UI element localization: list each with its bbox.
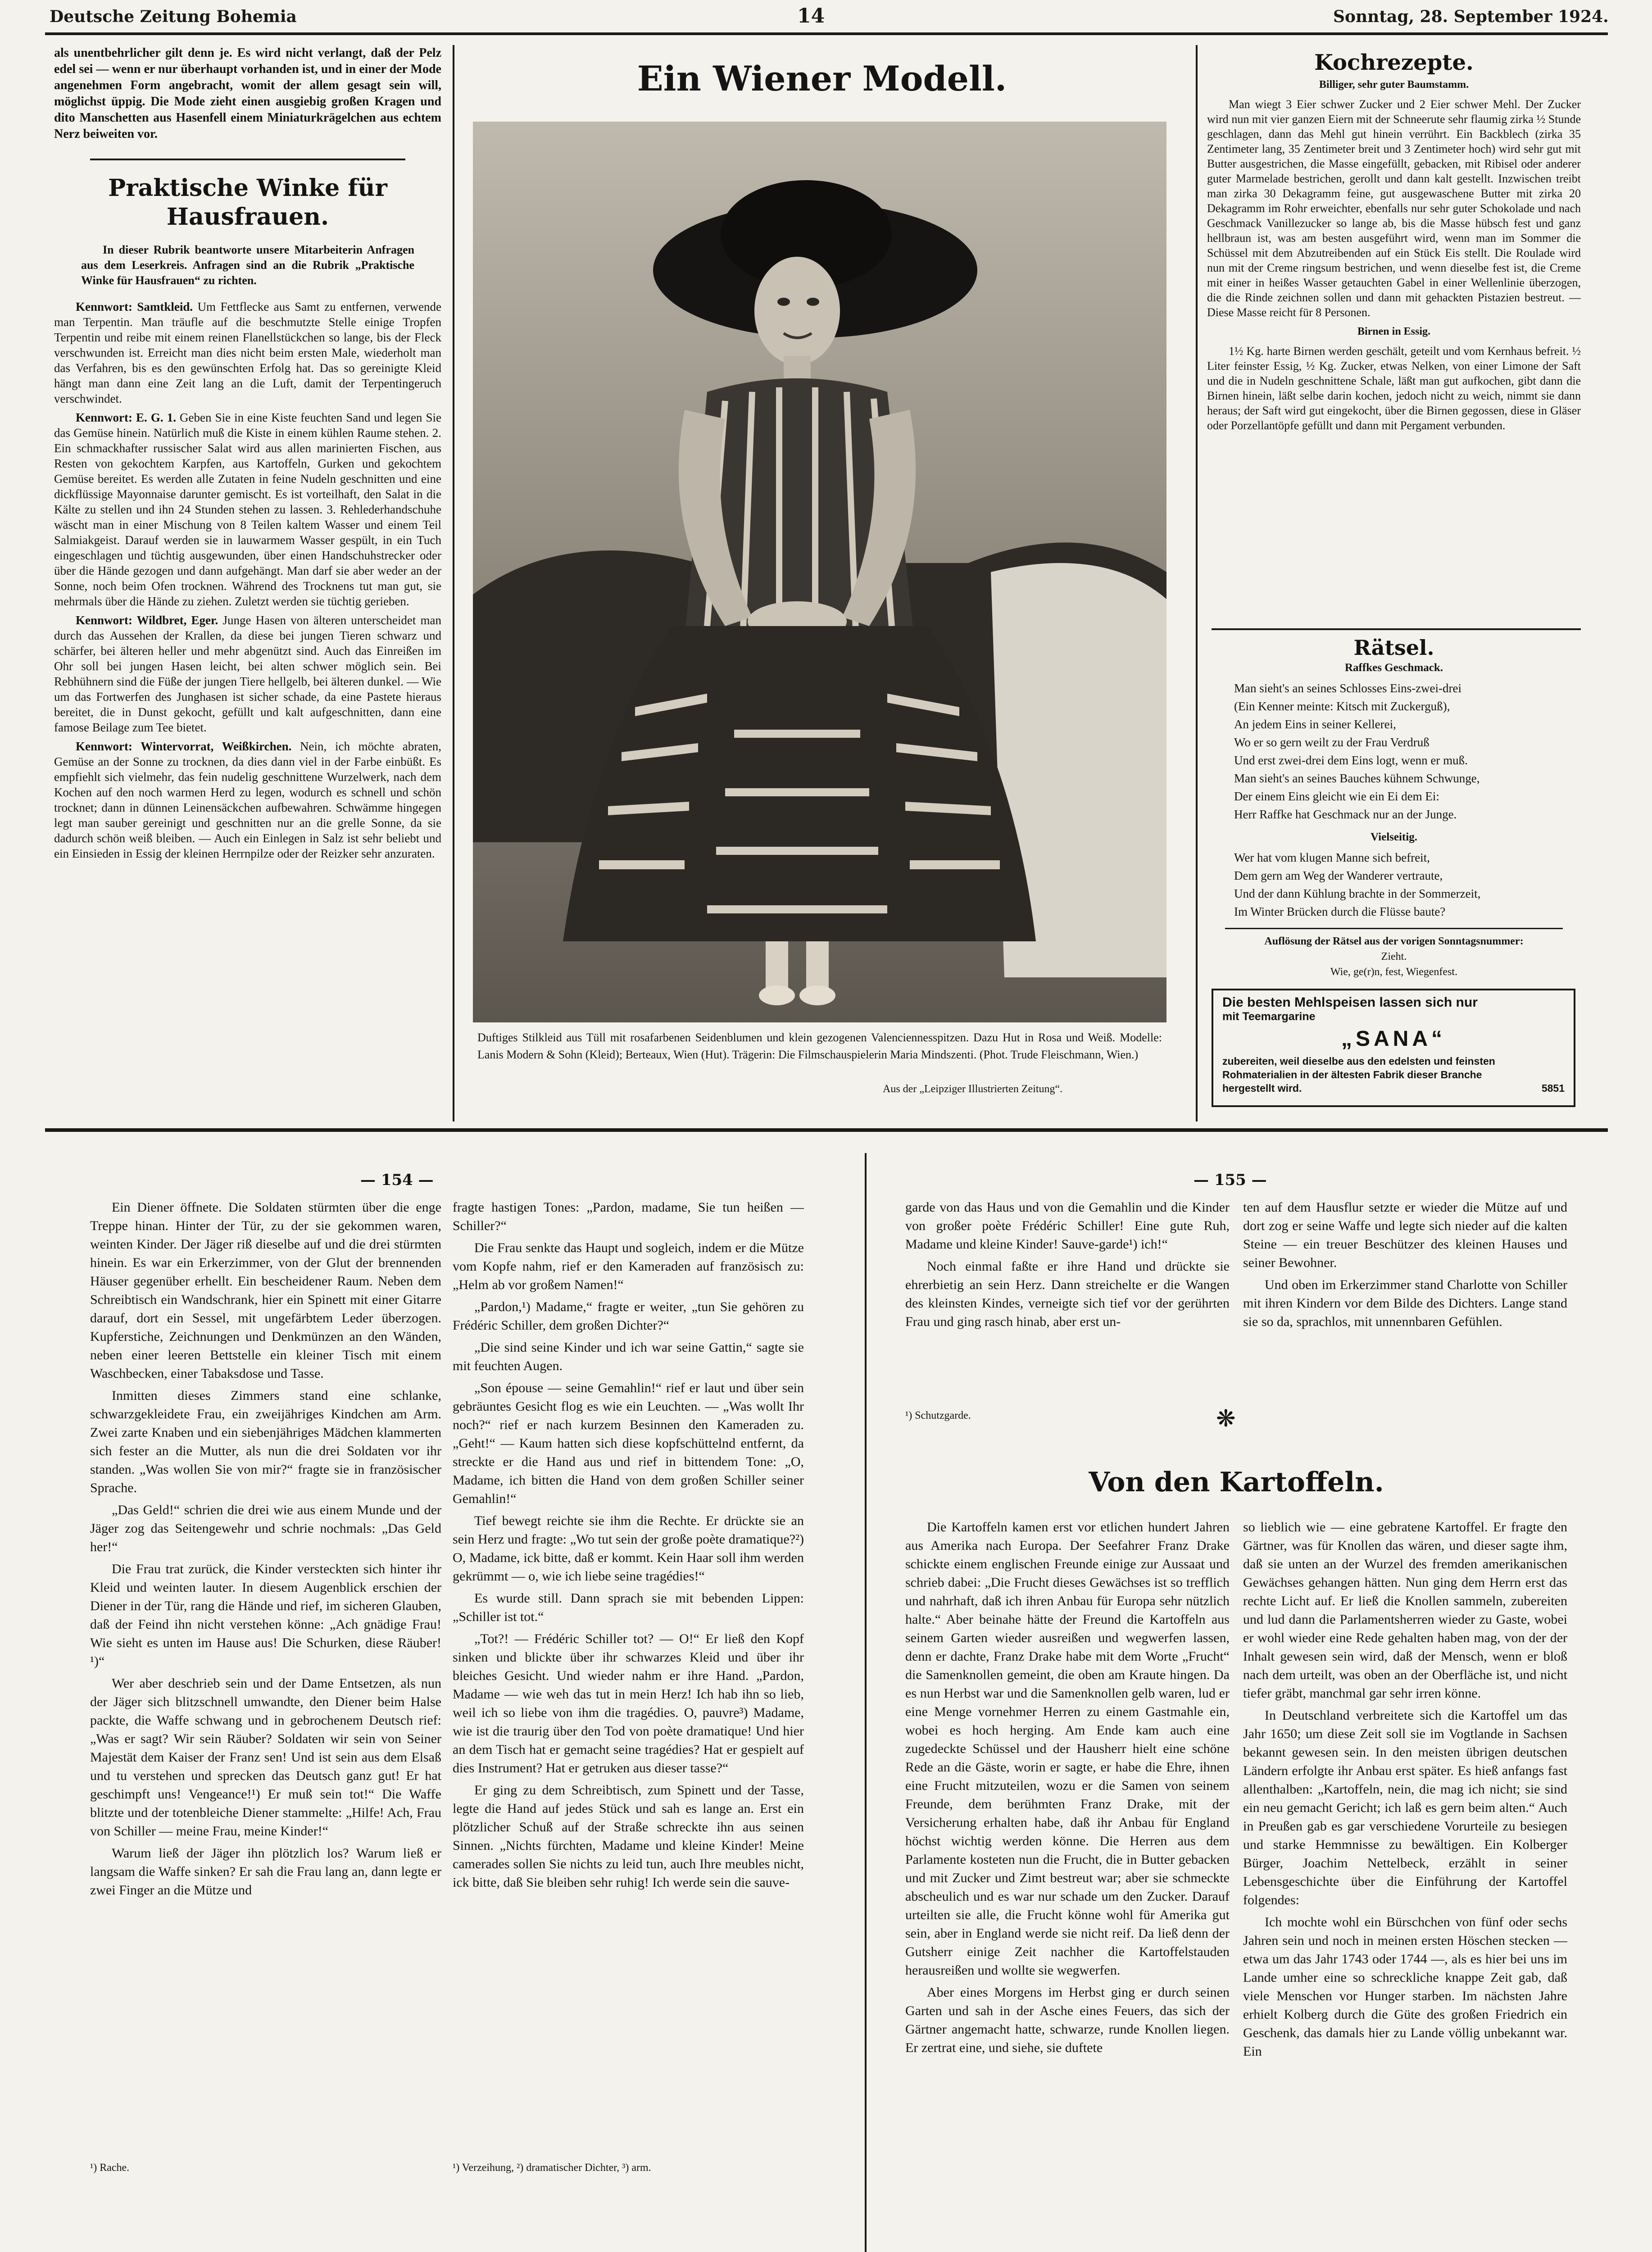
serial-2-p2: Die Frau senkte das Haupt und sogleich, indem er die Mütze vom Kopfe nahm, rief er den Kameraden auf französisch zu: „Helm ab vor großem Namen!“ [453,1240,804,1292]
solution-title: Auflösung der Rätsel aus der vorigen Sonntagsnummer: [1264,935,1524,947]
fashion-photo-illustration [473,122,1166,1022]
kartoffeln-1-p1: Die Kartoffeln kamen erst vor etlichen hundert Jahren aus Amerika nach Europa. Der Seefahrer Franz Drake schickte einem englischen Freunde einige zur Aussaat und schrieb dabei: „Die Frucht dieses Gewächses ist so trefflich und nahrhaft, daß ich ihren Anbau für Europa sehr nützlich halte.“ Aber beinahe hätte der Freund die Kartoffeln aus seinem Garten wieder ausreißen und wegwerfen lassen, denn er dachte, Franz Drake habe mit dem Worte „Frucht“ die Samenknollen gemeint, die oben am Kraute hingen. Da es nun Herbst war und die Samenknollen gelb waren, lud er eine Menge vornehmer Herren zu einem Gastmahle ein, wobei es hoch herging. Am Ende kam auch eine zugedeckte Schüssel und der Hausherr hielt eine schöne Rede an die Gäste, worin er sagte, er habe die Ehre, ihnen eine Frucht mitzuteilen, wozu er die Samen von seinem Freunde, dem berühmten Franz Drake, mit der Versicherung erhalten habe, daß ihr Anbau für England höchst wichtig werden könne. Die Herren aus dem Parlamente kosteten nun die Frucht, die in Butter gebacken und mit Zucker und Zimt bestreut war; aber sie schmeckte abscheulich und es war nur schade um den Zucker. Darauf urteilten sie alle, die Frucht könne wohl für Amerika gut sein, aber in England werde sie nicht reif. Da ließ denn der Gutsherr einige Zeit nachher die Kartoffelstauden herausreißen und wollte sie wegwerfen. [905,1520,1230,1978]
feature-title: Ein Wiener Modell. [637,59,1007,99]
answer-2-text: Geben Sie in eine Kiste feuchten Sand und legen Sie das Gemüse hinein. Natürlich muß die Kiste in einem kühlen Raume stehen. 2. Ein schmackhafter russischer Salat wird aus allen marinierten Fischen, aus Resten von gekochtem Karpfen, aus Kartoffeln, Gurken und gekochtem Gemüse bereitet. Es werden alle Zutaten in feine Nudeln geschnitten und eine dickflüssige Mayonnaise darunter gemischt. Es ist vorteilhaft, den Salat in die Kälte zu stellen und ihn 24 Stunden stehen zu lassen. 3. Rehlederhandschuhe wäscht man in einer Mischung von 8 Teilen kaltem Wasser und einem Teil Salmiakgeist. Darauf werden sie in lauwarmem Wasser gespült, in ein Tuch eingeschlagen und tüchtig ausgewunden, über einen Handschuhstrecker oder über die Hände gezogen und dann aufgehängt. Man darf sie aber weder an der Sonne, noch beim Ofen trocknen. Während des Trocknens tut man gut, sie mehrmals über die Hände zu ziehen. Zuletzt werden sie tüchtig gerieben. [54,411,441,608]
serial-3-p2: Noch einmal faßte er ihre Hand und drückte sie ehrerbietig an sein Herz. Dann streichelte er die Wangen des kleinsten Kindes, verneigte sich tief vor der gerührten Frau und ging rasch hinab, aber erst un- [905,1259,1230,1329]
asterisk-separator: ❋ [1216,1405,1236,1432]
serial-3-footnote: ¹) Schutzgarde. [905,1410,971,1421]
serial-2-p3: „Pardon,¹) Madame,“ fragte er weiter, „tun Sie gehören zu Frédéric Schiller, dem großen Dichter?“ [453,1299,804,1333]
serial-1-p1: Ein Diener öffnete. Die Soldaten stürmten über die enge Treppe hinan. Hinter der Tür, zu der sie gekommen waren, weinten Kinder. Der Jäger riß dieselbe auf und die drei stürmten hinein. Es war ein Erkerzimmer, von der Glut der brennenden Häuser gegenüber erhellt. Ein bescheidener Raum. Neben dem Schreibtisch ein Wandschrank, hier ein Spinett mit einer Gitarre darauf, dort ein Sessel, mit ungefärbtem Leder überzogen. Kupferstiche, Zeichnungen und Denkmünzen an den Wänden, neben einer leeren Bettstelle ein kleiner Tisch mit einem Waschbecken, einer Tabaksdose und Tasse. [90,1200,441,1381]
page-separator [45,1128,1608,1132]
serial-4-p1: ten auf dem Hausflur setzte er wieder die Mütze auf und dort zog er seine Waffe und legte sich nieder auf die kalten Steine — ein treuer Beschützer des kleinen Hauses und seiner Bewohner. [1243,1200,1567,1270]
kartoffeln-2-p1: so lieblich wie — eine gebratene Kartoffel. Er fragte den Gärtner, was für Knollen das wären, und dieser sagte ihm, daß sie unten an der Wurzel des fremden amerikanischen Gewächses gehangen hätten. Nun ging dem Herrn erst das rechte Licht auf. Er ließ die Knollen sammeln, zubereiten und lud dann die Parlamentsherren wieder zu Gaste, wobei er wohl wieder eine Rede gehalten haben mag, von der der Inhalt gewesen sein wird, daß der Mensch, wenn er bloß nach dem urteilt, was oben an der Oberfläche ist, und nicht tiefer gräbt, manchmal gar sehr irren könne. [1243,1520,1567,1701]
poem-line: Man sieht's an seines Schlosses Eins-zwei-drei [1234,681,1462,695]
serial-page-right: — 155 — [1194,1171,1267,1189]
serial-1-p4: Die Frau trat zurück, die Kinder versteckten sich hinter ihr Kleid und weinten lauter. In diesem Augenblick erschien der Diener in der Tür, rang die Hände und rief, im sicheren Glauben, daß der Feind ihn nicht verstehen könne: „Ach gnädige Frau! Wie sieht es unten im Hause aus! Die Schurken, diese Räuber!¹)“ [90,1562,441,1669]
answer-2-label: Kennwort: E. G. 1. [76,411,176,424]
serial-2-p7: Es wurde still. Dann sprach sie mit bebenden Lippen: „Schiller ist tot.“ [453,1591,804,1624]
recipes-title: Kochrezepte. [1314,50,1474,75]
sana-advertisement [1212,989,1575,1107]
masthead-rule [45,32,1608,35]
serial-1-p5: Wer aber deschrieb sein und der Dame Entsetzen, als nun der Jäger sich blitzschnell umwandte, den Diener beim Halse packte, die Waffe schwang und in gebrochenem Deutsch rief: „Was er sagt? Wir sein Räuber? Soldaten wir sein von Seiner Majestät dem Kaiser der Franz sen! Und ist sein aus dem Elsaß und tu verstehen und sprecken das Deutsch ganz gut! Er hat geschimpft uns! Vengeance!¹) Er muß sein tot!“ Die Waffe blitzte und der totenbleiche Diener stammelte: „Hilfe! Ach, Frau von Schiller — meine Frau, meine Kinder!“ [90,1676,441,1839]
serial-4-p2: Und oben im Erkerzimmer stand Charlotte von Schiller mit ihren Kindern vor dem Bilde des Dichters. Lange stand sie so da, sprachlos, mit unnennbaren Gefühlen. [1243,1277,1567,1329]
solution-line-2: Wie, ge(r)n, fest, Wiegenfest. [1330,966,1458,978]
kartoffeln-2-p2: In Deutschland verbreitete sich die Kartoffel um das Jahr 1650; um diese Zeit soll sie im Vogtlande in Sachsen bekannt gewesen sein. In den meisten übrigen deutschen Ländern erfolgte ihr Anbau erst später. Es hieß anfangs fast allenthalben: „Kartoffeln, nein, die mag ich nicht; sie sind ein neu gemacht Gericht; ich laß es gern beim alten.“ Auch in Preußen gab es gar verschiedene Vorurteile zu besiegen und starke Hemmnisse zu bewältigen. Ein Kolberger Bürger, Joachim Nettelbeck, erzählt in seiner Lebensgeschichte über die Einführung der Kartoffel folgendes: [1243,1708,1567,1907]
serial-column-1 [90,1198,441,2153]
feature-credit: Aus der „Leipziger Illustrierten Zeitung“. [883,1083,1063,1095]
hausfrauen-column [54,45,441,1121]
poem-line: (Ein Kenner meinte: Kitsch mit Zuckerguß), [1234,699,1450,713]
serial-1-p2: Inmitten dieses Zimmers stand eine schlanke, schwarzgekleidete Frau, ein zweijähriges Kindchen am Arm. Zwei zarte Knaben und ein siebenjähriges Mädchen klammerten sich fester an die Mutter, als nun die drei Soldaten vor ihr standen. „Was wollen Sie von mir?“ fragte sie in französischer Sprache. [90,1388,441,1495]
serial-2-footnote: ¹) Verzeihung, ²) dramatischer Dichter, ³) arm. [453,2162,651,2174]
kartoffeln-2-p3: Ich mochte wohl ein Bürschchen von fünf oder sechs Jahren sein und noch in meinen ersten Höschen stecken — etwa um das Jahr 1743 oder 1744 —, als es hier bei uns im Lande umher eine so schreckliche knappe Zeit gab, daß viele Menschen vor Hunger starben. Im nächsten Jahre erhielt Kolberg durch die Güte des großen Friedrich ein Geschenk, das damals hier zu Lande völlig unbekannt war. Ein [1243,1915,1567,2059]
solution-line-1: Zieht. [1381,951,1407,963]
puzzle-title: Rätsel. [1353,636,1434,660]
recipe-1-text: Man wiegt 3 Eier schwer Zucker und 2 Eier schwer Mehl. Der Zucker wird nun mit vier ganzen Eiern mit der Schneerute sehr flaumig zirka ½ Stunde geschlagen, dann das Mehl gut hinein verrührt. Ein Backblech (zirka 35 Zentimeter lang, 35 Zentimeter breit und 3 Zentimeter hoch) wird sehr gut mit Butter ausgestrichen, die Masse eingefüllt, gebacken, mit Ribisel oder anderer guter Marmelade bestrichen, gerollt und dann kalt gestellt. Inzwischen treibt man zirka 30 Dekagramm feine, gut ausgewaschene Butter mit zirka 20 Dekagramm im Rohr erweichter, ebenfalls nur sehr guter Schokolade und nach Geschmack Vanillezucker so lange ab, bis die Masse hübsch fest und ganz hellbraun ist, was am besten ausgeführt wird, wenn man im Sommer die Schüssel mit dem Abzutreibenden auf ein Stück Eis stellt. Die Roulade wird nun mit der Creme ringsum bestrichen, und wenn dieselbe fest ist, die Creme mit einer in heißes Wasser getauchten Gabel in einer Wellenlinie überzogen, die die Rinde zeichnen sollen und dann mit gehackten Pistazien bestreut. — Diese Masse reicht für 8 Personen. [1207,98,1581,319]
poem-line: Wo er so gern weilt zu der Frau Verdruß [1234,736,1430,749]
masthead-page-number: 14 [797,5,825,27]
fashion-photo [473,122,1166,1022]
puzzle-2-poem [1234,849,1581,921]
serial-2-p6: Tief bewegt reichte sie ihm die Rechte. Er drückte sie an sein Herz und fragte: „Wo tut sein der große poète dramatique?²) O, Madame, ick bitte, daß er kommt. Kein Haar soll ihm werden gekrümmt — o, wie ich liebe seine tragédies!“ [453,1513,804,1584]
serial-1-footnote: ¹) Rache. [90,2162,130,2174]
poem-line: Und erst zwei-drei dem Eins logt, wenn er muß. [1234,754,1468,767]
serial-3-p1: garde von das Haus und von die Gemahlin und die Kinder von großer poète Frédéric Schiller! Eine gute Ruh, Madame und kleine Kinder! Sauve-garde¹) ich!“ [905,1200,1230,1252]
recipes-divider [1212,628,1581,630]
answer-4-text: Nein, ich möchte abraten, Gemüse an der Sonne zu trocknen, da dies dann viel in der Farbe einbüßt. Es empfiehlt sich vielmehr, das fein nudelig geschnittene Wurzelwerk, nach dem Kochen auf den noch warmen Herd zu legen, wodurch es schnell und schön trocknet; dann in dünnen Leinensäckchen aufbewahren. Schwämme hingegen legt man sauber gereinigt und geschnitten nur an die grelle Sonne, da sie dadurch schön weiß bleiben. — Auch ein Einlegen in Salz ist sehr beliebt und ein Einsieden in Essig der kleinen Herrnpilze oder der Reizker sehr anzuraten. [54,740,441,860]
kartoffeln-column-1 [905,1518,1230,2247]
puzzle-2-title: Vielseitig. [1371,831,1417,843]
recipe-1-title: Billiger, sehr guter Baumstamm. [1319,79,1469,91]
serial-2-p4: „Die sind seine Kinder und ich war seine Gattin,“ sagte sie mit feuchten Augen. [453,1340,804,1373]
puzzle-column [1207,635,1581,991]
section-divider [90,146,405,160]
answer-1-label: Kennwort: Samtkleid. [76,300,193,313]
poem-line: Im Winter Brücken durch die Flüsse baute? [1234,905,1446,918]
serial-2-p9: Er ging zu dem Schreibtisch, zum Spinett und der Tasse, legte die Hand auf jedes Stück und sah es lange an. Erst ein plötzlicher Schuß auf der Straße schreckte ihn aus seinen Sinnen. „Nichts fürchten, Madame und kleine Kinder! Meine camerades sollen Sie nichts zu leid tun, auch Ihre meubles nicht, ick bitte, daß Sie bleiben sehr ruhig! Ich werde sein die sauve- [453,1783,804,1890]
fur-fashion-continuation: als unentbehrlicher gilt denn je. Es wird nicht verlangt, daß der Pelz edel sei — wenn er nur überhaupt vorhanden ist, und in einer der Mode angenehmen Form angebracht, womit der allem gesagt sein will, möglichst üppig. Die Mode zieht einen ausgiebig großen Kragen und dito Manschetten aus Hasenfell einem Miniaturkrägelchen aus echtem Nerz beiweiten vor. [54,46,441,141]
serial-2-p5: „Son épouse — seine Gemahlin!“ rief er laut und über sein gebräuntes Gesicht flog es wie ein Leuchten. — „Was wollt Ihr noch?“ rief er nach kurzem Besinnen den Kameraden zu. „Geht!“ — Kaum hatten sich diese kopfschüttelnd entfernt, da streckte er die Hand aus und rief in bittendem Tone: „O, Madame, ich bitten die Hand von dem großen Schiller seiner Gemahlin!“ [453,1380,804,1506]
section-title: Praktische Winke für Hausfrauen. [108,174,387,231]
center-fold-rule [865,1153,867,2252]
puzzle-1-title: Raffkes Geschmack. [1344,662,1443,674]
recipe-2-text: 1½ Kg. harte Birnen werden geschält, geteilt und vom Kernhaus befreit. ½ Liter feinster Essig, ½ Kg. Zucker, etwas Nelken, von einer Limone der Saft und die in Nudeln geschnittene Schale, läßt man gut aufkochen, gibt dann die Birnen hinein, läßt selbe darin kochen, jedoch nicht zu weich, nimmt sie dann heraus; der Saft wird gut eingekocht, über die Birnen gegossen, diese in Gläser oder Porzellantöpfe gefüllt und dann mit Pergament verbunden. [1207,345,1581,432]
ad-brand: „SANA“ [1341,1027,1446,1051]
poem-line: Herr Raffke hat Geschmack nur an der Junge. [1234,808,1457,821]
column-rule-right [1196,45,1198,1121]
serial-2-p8: „Tot?! — Frédéric Schiller tot? — O!“ Er ließ den Kopf sinken und blickte über ihr schwarzes Kleid und über ihr bleiches Gesicht. Und wieder nahm er ihre Hand. „Pardon, Madame — wie weh das tut in mein Herz! Ich hab ihn so lieb, weil ich so liebe von ihm die tragédies. O, pauvre³) Madame, wie ist die traurig über den Tod von poète dramatique! Und hier an dem Tisch hat er gemacht seine tragédies? Hat er gespielt auf dies Instrument? Hat er getruken aus dieser tasse?“ [453,1631,804,1775]
ad-body: zubereiten, weil dieselbe aus den edelsten und feinsten Rohmaterialien in der ältesten Fabrik dieser Branche hergestellt wird. [1222,1055,1495,1094]
ad-line-1: Die besten Mehlspeisen lassen sich nur [1222,995,1478,1010]
feature-caption: Duftiges Stilkleid aus Tüll mit rosafarbenen Seidenblumen und klein gezogenen Valenciennesspitzen. Dazu Hut in Rosa und Weiß. Modelle: Lanis Modern & Sohn (Kleid); Berteaux, Wien (Hut). Trägerin: Die Filmschauspielerin Maria Mindszenti. (Phot. Trude Fleischmann, Wien.) [477,1031,1162,1061]
ad-code: 5851 [1541,1082,1565,1094]
recipes-column [1207,50,1581,626]
answer-4-label: Kennwort: Wintervorrat, Weißkirchen. [76,740,292,753]
poem-line: Der einem Eins gleicht wie ein Ei dem Ei: [1234,790,1439,803]
serial-2-p1: fragte hastigen Tones: „Pardon, madame, Sie tun heißen — Schiller?“ [453,1200,804,1233]
poem-line: Man sieht's an seines Bauches kühnem Schwunge, [1234,772,1480,785]
serial-1-p3: „Das Geld!“ schrien die drei wie aus einem Munde und der Jäger zog das Seitengewehr und schrie nochmals: „Das Geld her!“ [90,1503,441,1554]
ad-line-2: mit Teemargarine [1222,1010,1316,1023]
poem-line: An jedem Eins in seiner Kellerei, [1234,717,1396,731]
answer-3-label: Kennwort: Wildbret, Eger. [76,613,218,627]
kartoffeln-title: Von den Kartoffeln. [1089,1467,1384,1498]
poem-line: Und der dann Kühlung brachte in der Sommerzeit, [1234,887,1481,900]
recipe-2-title: Birnen in Essig. [1357,326,1431,337]
serial-column-4 [1243,1198,1567,1396]
poem-line: Wer hat vom klugen Manne sich befreit, [1234,851,1430,864]
poem-line: Dem gern am Weg der Wanderer vertraute, [1234,869,1443,882]
kartoffeln-1-p2: Aber eines Morgens im Herbst ging er durch seinen Garten und sah in der Asche eines Feuers, das sich der Gärtner angemacht hatte, schwarze, runde Knollen liegen. Er zertrat eine, und siehe, sie duftete [905,1985,1230,2055]
serial-1-p6: Warum ließ der Jäger ihn plötzlich los? Warum ließ er langsam die Waffe sinken? Er sah die Frau lang an, dann legte er zwei Finger an die Mütze und [90,1846,441,1898]
answer-1-text: Um Fettflecke aus Samt zu entfernen, verwende man Terpentin. Man träufle auf die beschmutzte Stelle einige Tropfen Terpentin und reibe mit einem reinen Flanellstückchen so lange, bis der Fleck verschwunden ist. Erreicht man dies nicht beim ersten Male, wiederholt man das Verfahren, bis es den gewünschten Erfolg hat. Das so gereinigte Kleid hängt man dann eine Zeit lang an die Luft, damit der Terpentingeruch verschwindet. [54,300,441,405]
serial-page-left: — 154 — [360,1171,434,1189]
puzzle-1-poem [1234,679,1581,823]
column-rule-left [453,45,454,1121]
section-intro: In dieser Rubrik beantworte unsere Mitarbeiterin Anfragen aus dem Leserkreis. Anfragen sind an die Rubrik „Praktische Winke für Hausfrauen“ zu richten. [81,243,414,287]
serial-column-2 [453,1198,804,2153]
serial-column-3 [905,1198,1230,1378]
masthead-date: Sonntag, 28. September 1924. [1333,7,1609,26]
answer-3-text: Junge Hasen von älteren unterscheidet man durch das Aussehen der Krallen, da diese bei jungen Tieren schwarz und schärfer, bei älteren heller und mehr abgenützt sind. Auch das Einreißen im Ohr soll bei jungen Hasen leicht, bei alten schwer möglich sein. Bei Rebhühnern sind die Füße der jungen Tiere hellgelb, bei älteren dunkel. — Wie um das Fortwerfen des Junghasen ist sicher schade, da eine Pastete hieraus bereitet, die in Dunst gekocht, gefüllt und kalt aufgeschnitten, dann eine famose Beilage zum Tee bietet. [54,613,441,734]
masthead-paper-name: Deutsche Zeitung Bohemia [50,7,297,26]
kartoffeln-column-2 [1243,1518,1567,2247]
